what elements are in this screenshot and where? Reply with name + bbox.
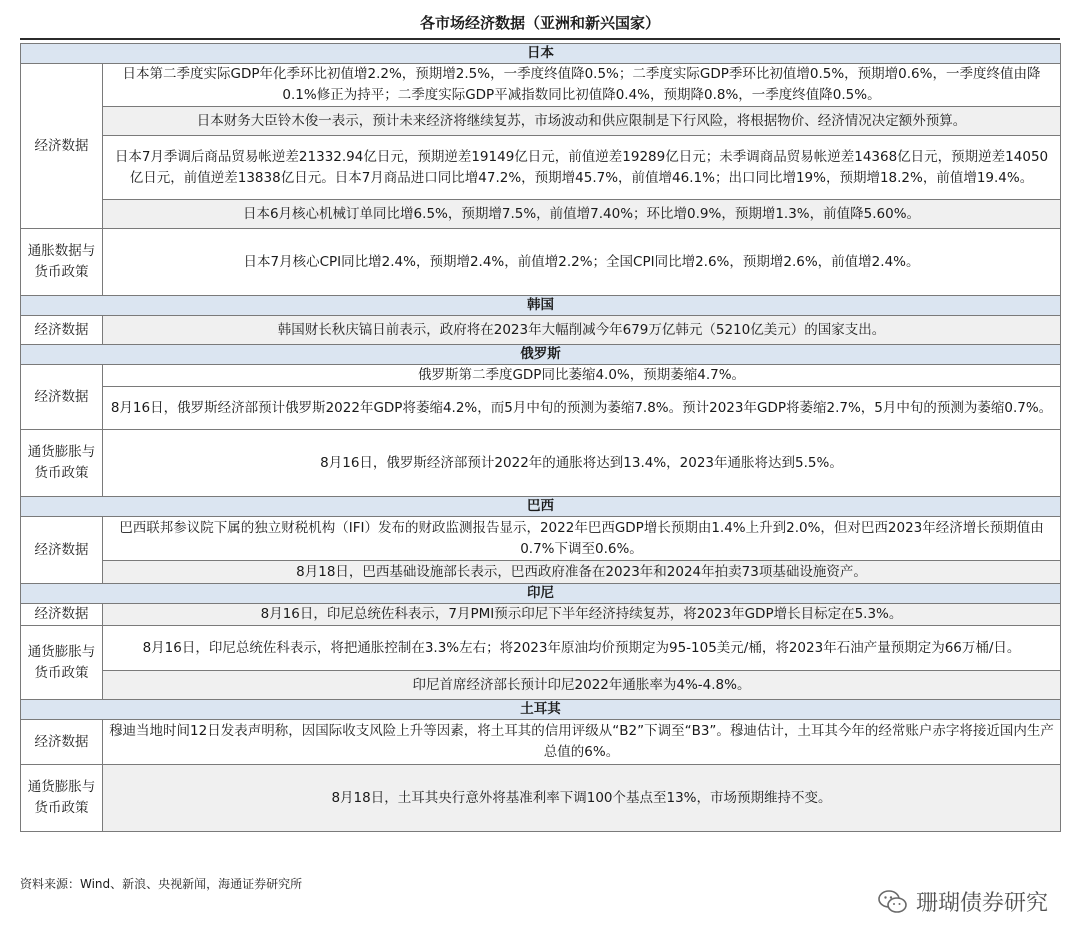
data-cell: 印尼首席经济部长预计印尼2022年通胀率为4%-4.8%。 (103, 671, 1061, 700)
wechat-icon (878, 889, 908, 915)
category-label: 通货膨胀与货币政策 (21, 765, 103, 832)
category-label: 经济数据 (21, 604, 103, 626)
country-label: 韩国 (21, 296, 1061, 316)
table-row (21, 316, 1061, 345)
table-row (21, 136, 1061, 200)
data-cell: 巴西联邦参议院下属的独立财税机构（IFI）发布的财政监测报告显示，2022年巴西GDP增长预期由1.4%上升到2.0%，但对巴西2023年经济增长预期值由0.7%下调至0.6%。 (103, 517, 1061, 561)
category-label: 经济数据 (21, 64, 103, 229)
country-row-korea (21, 296, 1061, 316)
country-label: 俄罗斯 (21, 345, 1061, 365)
table-row (21, 671, 1061, 700)
economic-data-table (20, 43, 1061, 832)
data-cell: 8月18日，巴西基础设施部长表示，巴西政府准备在2023年和2024年拍卖73项基础设施资产。 (103, 561, 1061, 584)
table-row (21, 229, 1061, 296)
category-label: 通胀数据与货币政策 (21, 229, 103, 296)
data-cell: 8月16日，印尼总统佐科表示，7月PMI预示印尼下半年经济持续复苏，将2023年GDP增长目标定在5.3%。 (103, 604, 1061, 626)
data-cell: 穆迪当地时间12日发表声明称，因国际收支风险上升等因素，将土耳其的信用评级从“B2”下调至“B3”。穆迪估计，土耳其今年的经常账户赤字将接近国内生产总值的6%。 (103, 720, 1061, 765)
country-label: 日本 (21, 44, 1061, 64)
report-page (20, 8, 1060, 832)
table-row (21, 561, 1061, 584)
data-cell: 日本7月核心CPI同比增2.4%，预期增2.4%，前值增2.2%；全国CPI同比增2.6%，预期增2.6%，前值增2.4%。 (103, 229, 1061, 296)
data-cell: 8月16日，俄罗斯经济部预计2022年的通胀将达到13.4%，2023年通胀将达到5.5%。 (103, 430, 1061, 497)
table-row (21, 765, 1061, 832)
category-label: 经济数据 (21, 316, 103, 345)
watermark (878, 886, 1048, 917)
watermark-text: 珊瑚债券研究 (915, 891, 1048, 916)
table-row (21, 64, 1061, 107)
country-row-japan (21, 44, 1061, 64)
table-row (21, 604, 1061, 626)
category-label: 经济数据 (21, 517, 103, 584)
country-row-indonesia (21, 584, 1061, 604)
data-cell: 俄罗斯第二季度GDP同比萎缩4.0%，预期萎缩4.7%。 (103, 365, 1061, 387)
country-label: 印尼 (21, 584, 1061, 604)
data-cell: 8月16日，俄罗斯经济部预计俄罗斯2022年GDP将萎缩4.2%，而5月中旬的预测为萎缩7.8%。预计2023年GDP将萎缩2.7%，5月中旬的预测为萎缩0.7%。 (103, 387, 1061, 430)
category-label: 经济数据 (21, 720, 103, 765)
table-row (21, 387, 1061, 430)
data-cell: 8月16日，印尼总统佐科表示，将把通胀控制在3.3%左右；将2023年原油均价预期定为95-105美元/桶，将2023年石油产量预期定为66万桶/日。 (103, 626, 1061, 671)
data-cell: 日本财务大臣铃木俊一表示，预计未来经济将继续复苏，市场波动和供应限制是下行风险，将根据物价、经济情况决定额外预算。 (103, 107, 1061, 136)
table-row (21, 720, 1061, 765)
country-label: 巴西 (21, 497, 1061, 517)
table-row (21, 200, 1061, 229)
table-row (21, 517, 1061, 561)
category-label: 通货膨胀与货币政策 (21, 430, 103, 497)
data-cell: 日本7月季调后商品贸易帐逆差21332.94亿日元，预期逆差19149亿日元，前值逆差19289亿日元；未季调商品贸易帐逆差14368亿日元，预期逆差14050亿日元，前值逆差13838亿日元。日本7月商品进口同比增47.2%，预期增45.7%，前值增46.1%；出口同比增19%，预期增18.2%，前值增19.4%。 (103, 136, 1061, 200)
data-cell: 韩国财长秋庆镐日前表示，政府将在2023年大幅削减今年679万亿韩元（5210亿美元）的国家支出。 (103, 316, 1061, 345)
category-label: 通货膨胀与货币政策 (21, 626, 103, 700)
country-row-turkey (21, 700, 1061, 720)
country-row-russia (21, 345, 1061, 365)
table-title: 各市场经济数据（亚洲和新兴国家） (20, 8, 1060, 40)
country-row-brazil (21, 497, 1061, 517)
country-label: 土耳其 (21, 700, 1061, 720)
category-label: 经济数据 (21, 365, 103, 430)
data-cell: 日本6月核心机械订单同比增6.5%，预期增7.5%，前值增7.40%；环比增0.9%，预期增1.3%，前值降5.60%。 (103, 200, 1061, 229)
source-note: 资料来源：Wind、新浪、央视新闻，海通证券研究所 (20, 877, 303, 891)
table-row (21, 107, 1061, 136)
data-cell: 日本第二季度实际GDP年化季环比初值增2.2%，预期增2.5%，一季度终值降0.5%；二季度实际GDP季环比初值增0.5%，预期增0.6%，一季度终值由降0.1%修正为持平；二季度实际GDP平减指数同比初值降0.4%，预期降0.8%，一季度终值降0.5%。 (103, 64, 1061, 107)
table-row (21, 626, 1061, 671)
data-cell: 8月18日，土耳其央行意外将基准利率下调100个基点至13%，市场预期维持不变。 (103, 765, 1061, 832)
table-row (21, 365, 1061, 387)
table-row (21, 430, 1061, 497)
